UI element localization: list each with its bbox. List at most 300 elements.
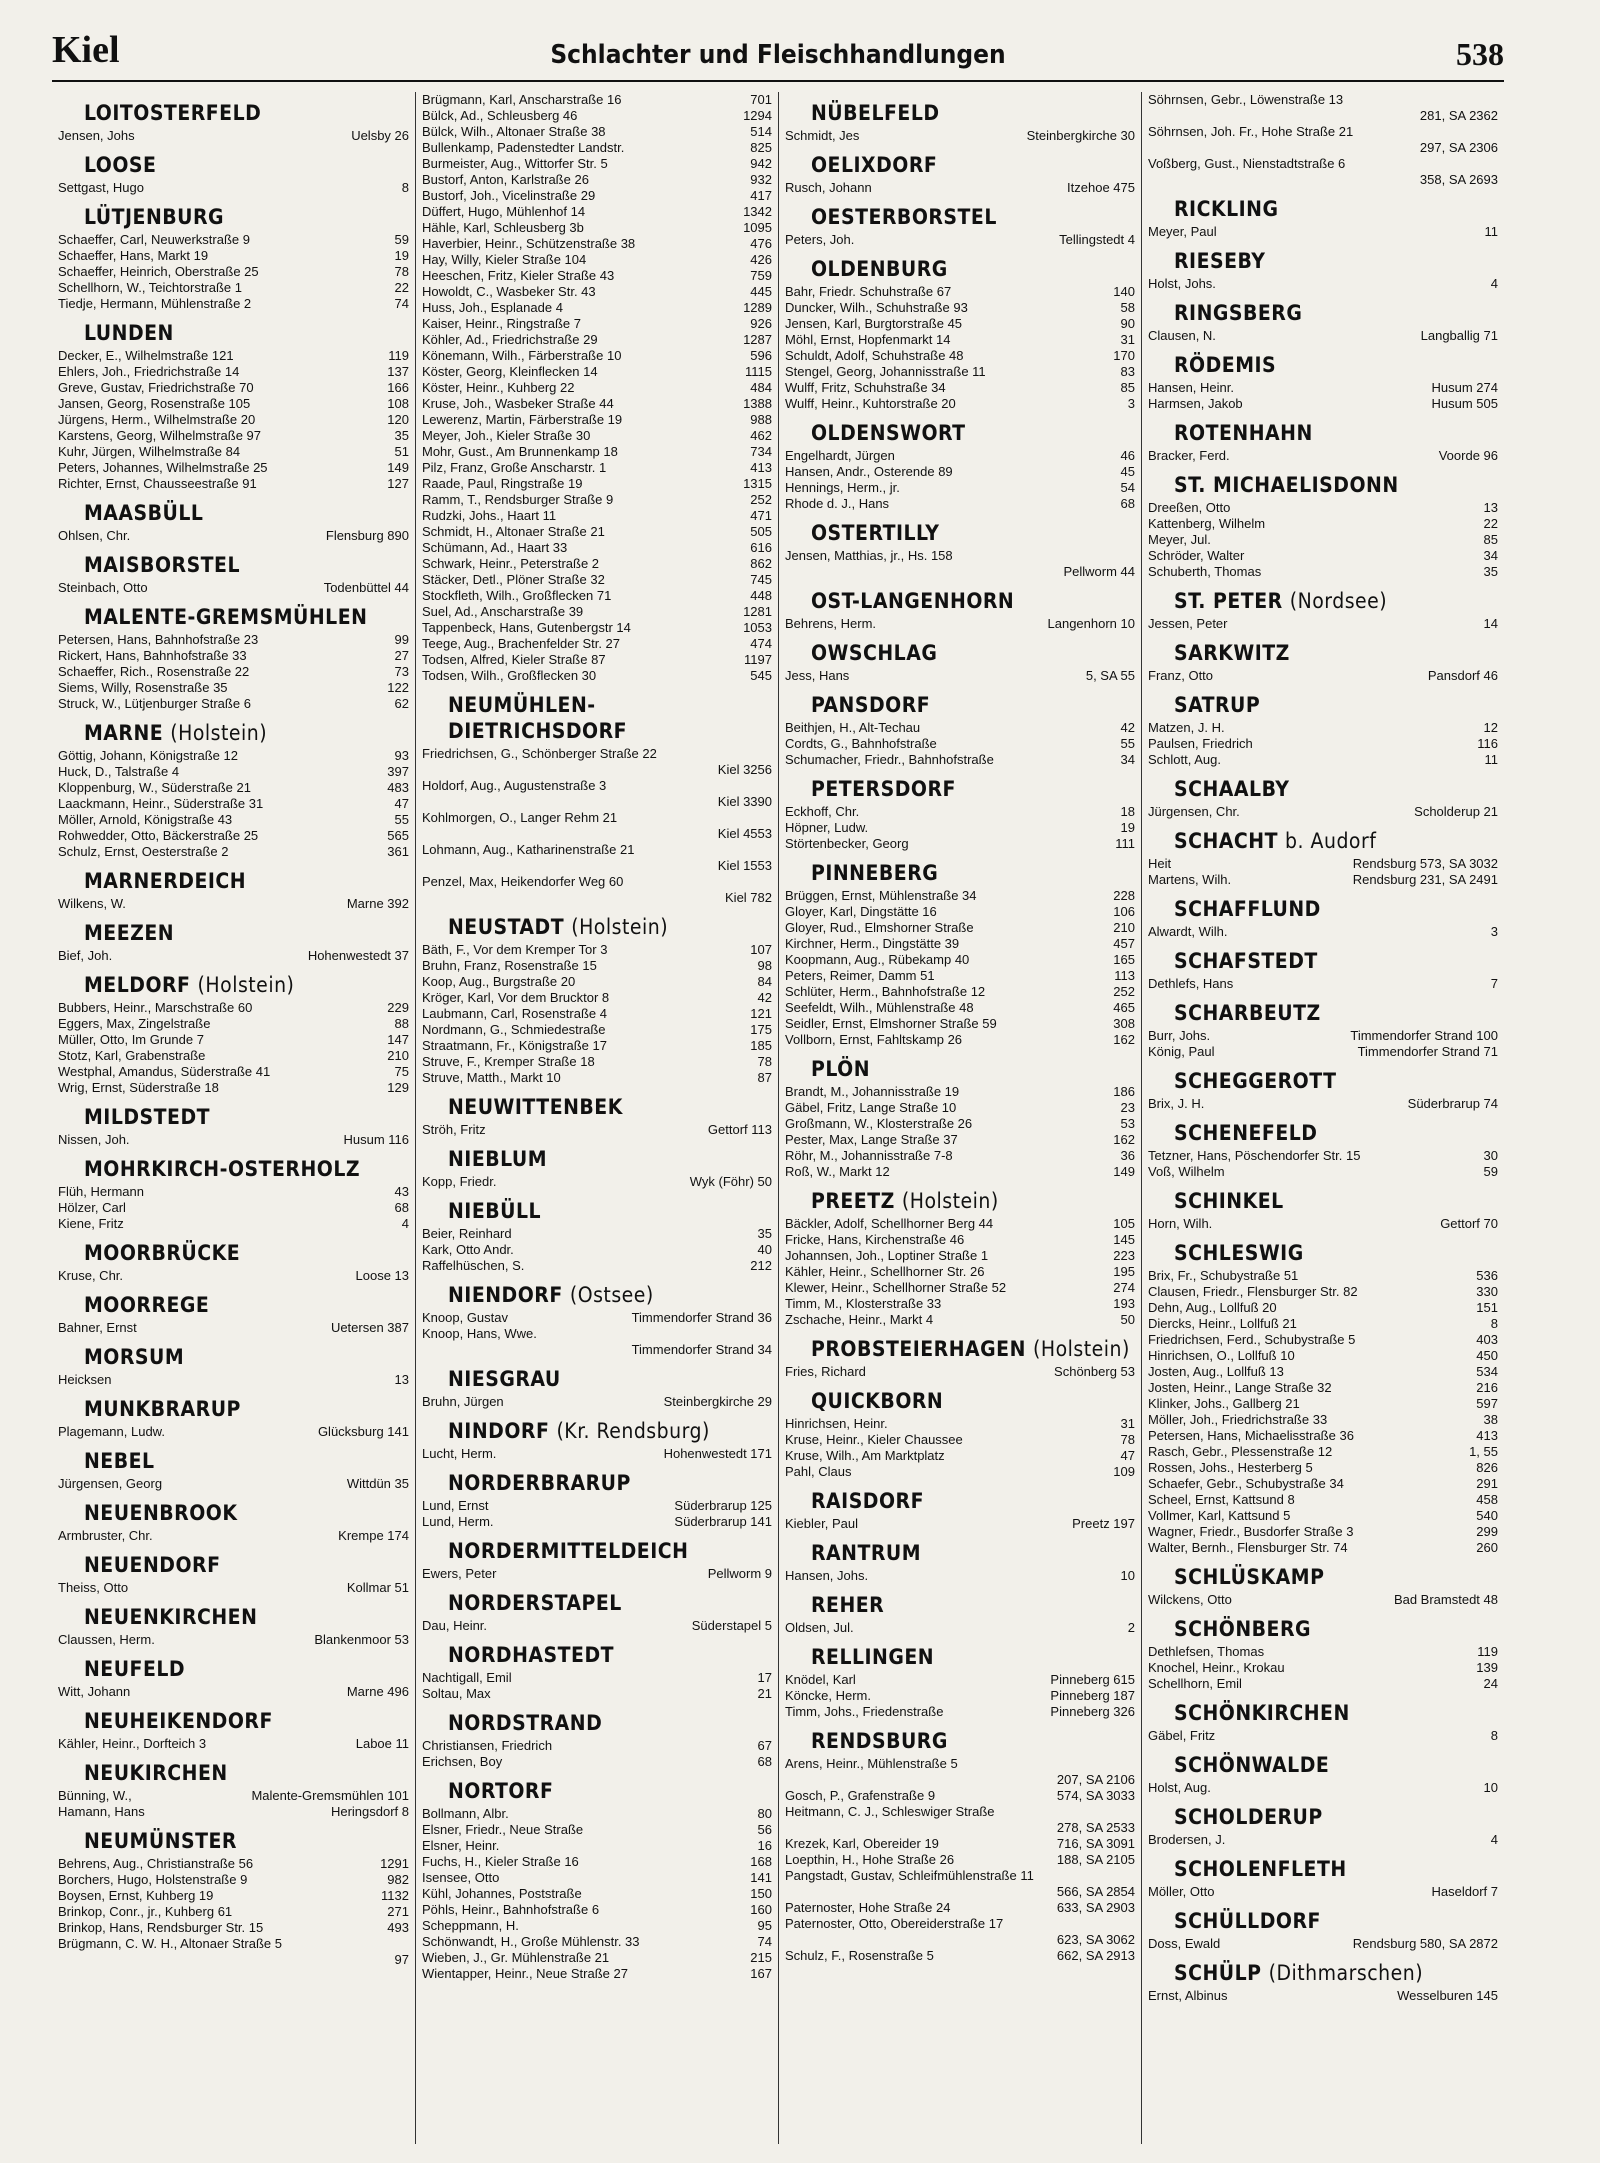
listing-row [58, 1580, 409, 1596]
listing-number: 151 [1476, 1300, 1498, 1315]
listing-name: Göttig, Johann, Königstraße 12 [58, 748, 238, 763]
listing-number: 59 [394, 232, 409, 247]
locality-section [1148, 1804, 1498, 1848]
listing-row [785, 1852, 1135, 1868]
listing-name: Hay, Willy, Kieler Straße 104 [422, 252, 587, 267]
listing-number: Heringsdorf 8 [330, 1804, 409, 1819]
listing-number: 19 [1120, 820, 1135, 835]
listing-name: Köncke, Herm. [785, 1688, 871, 1703]
listing-number: 932 [750, 172, 772, 187]
listing-name: Eckhoff, Chr. [785, 804, 860, 819]
listing-name: Kühl, Johannes, Poststraße [422, 1886, 582, 1901]
listing-name: Krezek, Karl, Obereider 19 [785, 1836, 939, 1851]
listing-name: Straatmann, Fr., Königstraße 17 [422, 1038, 607, 1053]
listing-row [58, 348, 409, 364]
listing-name: Dreeßen, Otto [1148, 500, 1231, 515]
locality-section [1148, 828, 1498, 888]
listing-row [58, 1888, 409, 1904]
listing-name: Clausen, Friedr., Flensburger Str. 82 [1148, 1284, 1358, 1299]
locality-name: SCHACHT [1174, 829, 1278, 853]
listing-row [422, 604, 772, 620]
listing-number: Langenhorn 10 [1047, 616, 1135, 631]
locality-section [1148, 300, 1498, 344]
listing-name: Isensee, Otto [422, 1870, 500, 1885]
listing-name: Struve, Matth., Markt 10 [422, 1070, 561, 1085]
listing-row [1148, 108, 1498, 124]
locality-section [785, 1540, 1135, 1584]
listing-row [58, 1200, 409, 1216]
listing-name: Meyer, Paul [1148, 224, 1217, 239]
locality-section [422, 692, 772, 906]
listing-row [1148, 1460, 1498, 1476]
listing-name: Friedrichsen, G., Schönberger Straße 22 [422, 746, 657, 761]
listing-number: 252 [1113, 984, 1135, 999]
listing-row [422, 1838, 772, 1854]
listing-name: Jensen, Karl, Burgtorstraße 45 [785, 316, 963, 331]
listing-name: Kruse, Wilh., Am Marktplatz [785, 1448, 945, 1463]
listing-row [422, 1806, 772, 1822]
listing-row [1148, 1676, 1498, 1692]
listing-row [422, 460, 772, 476]
listing-row [1148, 1728, 1498, 1744]
listing-row [785, 1820, 1135, 1836]
listing-number: 701 [750, 92, 772, 107]
listing-name: Beier, Reinhard [422, 1226, 512, 1241]
locality-heading [84, 1104, 409, 1130]
listing-row [785, 752, 1135, 768]
listing-name: Gäbel, Fritz [1148, 1728, 1216, 1743]
locality-name: MORSUM [84, 1345, 185, 1369]
listing-number: 207, SA 2106 [1056, 1772, 1135, 1787]
listing-name: Söhrnsen, Joh. Fr., Hohe Straße 21 [1148, 124, 1354, 139]
listing-number: 47 [1120, 1448, 1135, 1463]
listing-number [405, 1936, 409, 1952]
listing-row [58, 296, 409, 312]
listing-row [785, 1868, 1135, 1884]
listing-number [1131, 1756, 1135, 1772]
listing-row [422, 1738, 772, 1754]
listing-name: Hansen, Johs. [785, 1568, 869, 1583]
listing-name: Kaiser, Heinr., Ringstraße 7 [422, 316, 581, 331]
listing-name: Soltau, Max [422, 1686, 491, 1701]
locality-heading [84, 1156, 409, 1182]
locality-name: QUICKBORN [811, 1389, 944, 1413]
listing-number: 4 [401, 1216, 409, 1231]
listing-row [58, 1804, 409, 1820]
listing-row [422, 1934, 772, 1950]
listing-row [58, 1904, 409, 1920]
listing-number [768, 842, 772, 858]
locality-name: MOORBRÜCKE [84, 1241, 241, 1265]
listing-number: Pinneberg 615 [1050, 1672, 1135, 1687]
locality-heading [1174, 300, 1498, 326]
locality-section [422, 1590, 772, 1634]
locality-name: NINDORF [448, 1419, 550, 1443]
listing-row [1148, 1780, 1498, 1796]
locality-name: MAISBORSTEL [84, 553, 241, 577]
listing-row [422, 1122, 772, 1138]
listing-number: 139 [1476, 1660, 1498, 1675]
listing-row [785, 1900, 1135, 1916]
listing-number [768, 810, 772, 826]
listing-name: Schumacher, Friedr., Bahnhofstraße [785, 752, 994, 767]
listing-row [1148, 1268, 1498, 1284]
listing-row [1148, 1364, 1498, 1380]
listing-row [1148, 1300, 1498, 1316]
locality-name: SATRUP [1174, 693, 1261, 717]
listing-number: Süderbrarup 74 [1407, 1096, 1498, 1111]
listing-number: 450 [1476, 1348, 1498, 1363]
locality-section [1148, 1700, 1498, 1744]
listing-row [422, 108, 772, 124]
locality-heading [1174, 896, 1498, 922]
locality-heading [448, 1418, 772, 1444]
listing-row [1148, 1444, 1498, 1460]
listing-name: Knochel, Heinr., Krokau [1148, 1660, 1285, 1675]
listing-name: Behrens, Aug., Christianstraße 56 [58, 1856, 254, 1871]
listing-name: Roß, W., Markt 12 [785, 1164, 890, 1179]
locality-name: ST. PETER [1174, 589, 1283, 613]
listing-number: Flensburg 890 [325, 528, 409, 543]
listing-row [785, 464, 1135, 480]
locality-name: SCHÜLLDORF [1174, 1909, 1321, 1933]
listing-name: Rhode d. J., Hans [785, 496, 890, 511]
listing-row [785, 1772, 1135, 1788]
listing-name: Loepthin, H., Hohe Straße 26 [785, 1852, 955, 1867]
listing-name: Voß, Wilhelm [1148, 1164, 1225, 1179]
listing-number: Pellworm 44 [1063, 564, 1135, 579]
listing-number: Glücksburg 141 [317, 1424, 409, 1439]
listing-number: 145 [1113, 1232, 1135, 1247]
locality-heading [84, 100, 409, 126]
locality-name: NORDHASTEDT [448, 1643, 615, 1667]
listing-number: 216 [1476, 1380, 1498, 1395]
listing-name: Teege, Aug., Brachenfelder Str. 27 [422, 636, 621, 651]
listing-name: Bahner, Ernst [58, 1320, 137, 1335]
listing-name: Köster, Heinr., Kuhberg 22 [422, 380, 575, 395]
listing-row [422, 1566, 772, 1582]
listing-name: Peters, Reimer, Damm 51 [785, 968, 935, 983]
listing-name: Kruse, Chr. [58, 1268, 124, 1283]
locality-section [785, 1188, 1135, 1328]
listing-name: Klinker, Johs., Gallberg 21 [1148, 1396, 1300, 1411]
listing-number: 22 [394, 280, 409, 295]
listing-row [58, 476, 409, 492]
listing-row [422, 1618, 772, 1634]
listing-row [422, 428, 772, 444]
locality-section [785, 152, 1135, 196]
listing-name: Elsner, Heinr. [422, 1838, 500, 1853]
listing-number: 149 [1113, 1164, 1135, 1179]
locality-heading [1174, 640, 1498, 666]
listing-row [422, 1070, 772, 1086]
listing-name: Diercks, Heinr., Lollfuß 21 [1148, 1316, 1297, 1331]
listing-number: 98 [757, 958, 772, 973]
listing-row [785, 952, 1135, 968]
listing-number: 127 [387, 476, 409, 491]
listing-number: 47 [394, 796, 409, 811]
locality-heading [1174, 692, 1498, 718]
locality-name: SCHINKEL [1174, 1189, 1284, 1213]
listing-name: Boysen, Ernst, Kuhberg 19 [58, 1888, 214, 1903]
listing-name: Bustorf, Joh., Vicelinstraße 29 [422, 188, 596, 203]
listing-row [58, 280, 409, 296]
listing-row [1148, 532, 1498, 548]
locality-section [422, 1470, 772, 1530]
locality-section [785, 776, 1135, 852]
listing-number: 58 [1120, 300, 1135, 315]
listing-number: Itzehoe 475 [1067, 180, 1135, 195]
locality-section [1148, 352, 1498, 412]
listing-row [422, 942, 772, 958]
listing-name: Störtenbecker, Georg [785, 836, 909, 851]
locality-section [1148, 1120, 1498, 1180]
listing-number: 13 [394, 1372, 409, 1387]
listing-row [785, 1248, 1135, 1264]
listing-number: 1388 [743, 396, 772, 411]
listing-row [58, 1856, 409, 1872]
listing-name: Kruse, Heinr., Kieler Chaussee [785, 1432, 963, 1447]
locality-section [1148, 776, 1498, 820]
locality-heading [1174, 1908, 1498, 1934]
listing-columns [52, 92, 1504, 2144]
listing-number [768, 1326, 772, 1342]
listing-name: Brandt, M., Johannisstraße 19 [785, 1084, 960, 1099]
listing-name: Hansen, Heinr. [1148, 380, 1234, 395]
listing-name: Jansen, Georg, Rosenstraße 105 [58, 396, 251, 411]
listing-row [1148, 92, 1498, 108]
listing-name: Stockfleth, Wilh., Großflecken 71 [422, 588, 612, 603]
listing-row [785, 348, 1135, 364]
locality-section [1148, 196, 1498, 240]
listing-number: 59 [1483, 1164, 1498, 1179]
listing-number: 942 [750, 156, 772, 171]
locality-name: SCHÖNWALDE [1174, 1753, 1330, 1777]
locality-heading [1174, 776, 1498, 802]
listing-name: Brodersen, J. [1148, 1832, 1226, 1847]
listing-row [422, 1966, 772, 1982]
listing-number: 119 [1477, 1644, 1498, 1659]
listing-row [785, 1280, 1135, 1296]
listing-number: 90 [1120, 316, 1135, 331]
listing-row [422, 1886, 772, 1902]
locality-heading [1174, 1752, 1498, 1778]
listing-row [58, 1920, 409, 1936]
listing-name: Hinrichsen, Heinr. [785, 1416, 888, 1431]
locality-heading [811, 152, 1135, 178]
listing-row [422, 300, 772, 316]
locality-name: NEUENBROOK [84, 1501, 238, 1525]
column-1 [52, 92, 415, 2144]
listing-name: Brügmann, C. W. H., Altonaer Straße 5 [58, 1936, 282, 1951]
listing-name: Kröger, Karl, Vor dem Brucktor 8 [422, 990, 610, 1005]
listing-number: Uelsby 26 [351, 128, 409, 143]
listing-name: Schaeffer, Hans, Markt 19 [58, 248, 209, 263]
listing-row [58, 648, 409, 664]
listing-number: 330 [1476, 1284, 1498, 1299]
locality-name: SCHÖNBERG [1174, 1617, 1312, 1641]
listing-number: 35 [1483, 564, 1498, 579]
listing-row [1148, 1096, 1498, 1112]
listing-number: 74 [757, 1934, 772, 1949]
listing-row [58, 1000, 409, 1016]
listing-number: Süderstapel 5 [691, 1618, 772, 1633]
listing-number: 68 [1120, 496, 1135, 511]
listing-row [58, 632, 409, 648]
listing-number: 31 [1120, 1416, 1135, 1431]
listing-name: Heit [1148, 856, 1172, 871]
listing-row [422, 1950, 772, 1966]
listing-name: Kähler, Heinr., Schellhorner Str. 26 [785, 1264, 985, 1279]
listing-name: Meyer, Joh., Kieler Straße 30 [422, 428, 591, 443]
listing-row [58, 460, 409, 476]
listing-name: Decker, E., Wilhelmstraße 121 [58, 348, 234, 363]
listing-number: 56 [757, 1822, 772, 1837]
column-4 [1141, 92, 1504, 2144]
locality-section [422, 92, 772, 684]
listing-name: Bruhn, Jürgen [422, 1394, 504, 1409]
locality-qualifier: (Nordsee) [1289, 589, 1388, 613]
listing-number: 734 [750, 444, 772, 459]
listing-name: Stäcker, Detl., Plöner Straße 32 [422, 572, 605, 587]
locality-name: NIESGRAU [448, 1367, 561, 1391]
listing-number: 85 [1120, 380, 1135, 395]
locality-heading [448, 1146, 772, 1172]
listing-name: Gosch, P., Grafenstraße 9 [785, 1788, 936, 1803]
listing-number: 1294 [743, 108, 772, 123]
listing-number: Rendsburg 580, SA 2872 [1352, 1936, 1498, 1951]
locality-heading [84, 868, 409, 894]
listing-number: Pinneberg 326 [1050, 1704, 1135, 1719]
locality-name: MUNKBRARUP [84, 1397, 241, 1421]
listing-name: Behrens, Herm. [785, 616, 877, 631]
listing-number: Gettorf 113 [707, 1122, 772, 1137]
listing-name: Schönwandt, H., Große Mühlenstr. 33 [422, 1934, 640, 1949]
listing-name: Bubbers, Heinr., Marschstraße 60 [58, 1000, 253, 1015]
locality-section [422, 1418, 772, 1462]
locality-qualifier: (Holstein) [170, 721, 268, 745]
listing-row [422, 746, 772, 762]
listing-number: 42 [1120, 720, 1135, 735]
listing-row [422, 236, 772, 252]
locality-section [1148, 1000, 1498, 1060]
listing-row [1148, 1988, 1498, 2004]
listing-number: 27 [394, 648, 409, 663]
listing-name: Karstens, Georg, Wilhelmstraße 97 [58, 428, 262, 443]
listing-row [422, 1242, 772, 1258]
locality-name: MELDORF [84, 973, 191, 997]
listing-name [785, 1820, 1053, 1836]
listing-name: Lund, Herm. [422, 1514, 494, 1529]
listing-number: 24 [1483, 1676, 1498, 1691]
locality-name: SCHAALBY [1174, 777, 1290, 801]
locality-section [1148, 1616, 1498, 1692]
listing-row [785, 1296, 1135, 1312]
listing-row [1148, 720, 1498, 736]
listing-row [422, 1038, 772, 1054]
listing-number: 274 [1113, 1280, 1135, 1295]
listing-row [1148, 1332, 1498, 1348]
listing-name: Lucht, Herm. [422, 1446, 497, 1461]
listing-row [422, 92, 772, 108]
listing-number: 662, SA 2913 [1056, 1948, 1135, 1963]
listing-number: 75 [394, 1064, 409, 1079]
locality-section [1148, 588, 1498, 632]
listing-name: Rickert, Hans, Bahnhofstraße 33 [58, 648, 247, 663]
listing-number: 195 [1113, 1264, 1135, 1279]
listing-row [58, 1872, 409, 1888]
listing-row [422, 1514, 772, 1530]
locality-heading [448, 914, 772, 940]
listing-name: Todsen, Alfred, Kieler Straße 87 [422, 652, 606, 667]
listing-number: Süderbrarup 141 [674, 1514, 772, 1529]
listing-number: 10 [1483, 1780, 1498, 1795]
listing-number: 223 [1113, 1248, 1135, 1263]
listing-number: 140 [1113, 284, 1135, 299]
locality-name: NORDERBRARUP [448, 1471, 631, 1495]
locality-section [58, 1292, 409, 1336]
listing-name [422, 762, 714, 778]
listing-number: 457 [1113, 936, 1135, 951]
locality-section [422, 1146, 772, 1190]
locality-name: MARNERDEICH [84, 869, 247, 893]
locality-name: SCHOLENFLETH [1174, 1857, 1347, 1881]
listing-name: Horn, Wilh. [1148, 1216, 1213, 1231]
listing-name: Pahl, Claus [785, 1464, 852, 1479]
listing-row [58, 248, 409, 264]
listing-number: 4 [1490, 1832, 1498, 1847]
listing-name: Paulsen, Friedrich [1148, 736, 1253, 751]
listing-number: 229 [387, 1000, 409, 1015]
listing-name: Jürgensen, Georg [58, 1476, 163, 1491]
locality-section [785, 420, 1135, 512]
listing-number [1494, 92, 1498, 108]
listing-number: 212 [750, 1258, 772, 1273]
locality-heading [1174, 352, 1498, 378]
listing-name: Rohwedder, Otto, Bäckerstraße 25 [58, 828, 259, 843]
listing-number [1131, 548, 1135, 564]
locality-name: NIEBLUM [448, 1147, 548, 1171]
listing-number: 8 [1490, 1728, 1498, 1743]
locality-heading [84, 552, 409, 578]
listing-row [1148, 500, 1498, 516]
listing-number: 483 [387, 780, 409, 795]
listing-number: Steinbergkirche 30 [1026, 128, 1135, 143]
listing-row [422, 1342, 772, 1358]
listing-row [58, 264, 409, 280]
locality-name: LOOSE [84, 153, 157, 177]
listing-number: 122 [387, 680, 409, 695]
listing-name: Steinbach, Otto [58, 580, 148, 595]
listing-number: 34 [1120, 752, 1135, 767]
listing-name: Müller, Otto, Im Grunde 7 [58, 1032, 204, 1047]
listing-row [785, 300, 1135, 316]
listing-number: 78 [1120, 1432, 1135, 1447]
listing-number: 21 [757, 1686, 772, 1701]
locality-heading [84, 1828, 409, 1854]
listing-row [1148, 752, 1498, 768]
listing-name: Struve, F., Kremper Straße 18 [422, 1054, 595, 1069]
listing-name: Jess, Hans [785, 668, 850, 683]
listing-row [422, 220, 772, 236]
listing-number: 484 [750, 380, 772, 395]
locality-heading [1174, 828, 1498, 854]
listing-number [1131, 1868, 1135, 1884]
listing-row [785, 380, 1135, 396]
locality-section [785, 860, 1135, 1048]
listing-name: Fries, Richard [785, 1364, 866, 1379]
listing-number: Timmendorfer Strand 34 [631, 1342, 772, 1357]
